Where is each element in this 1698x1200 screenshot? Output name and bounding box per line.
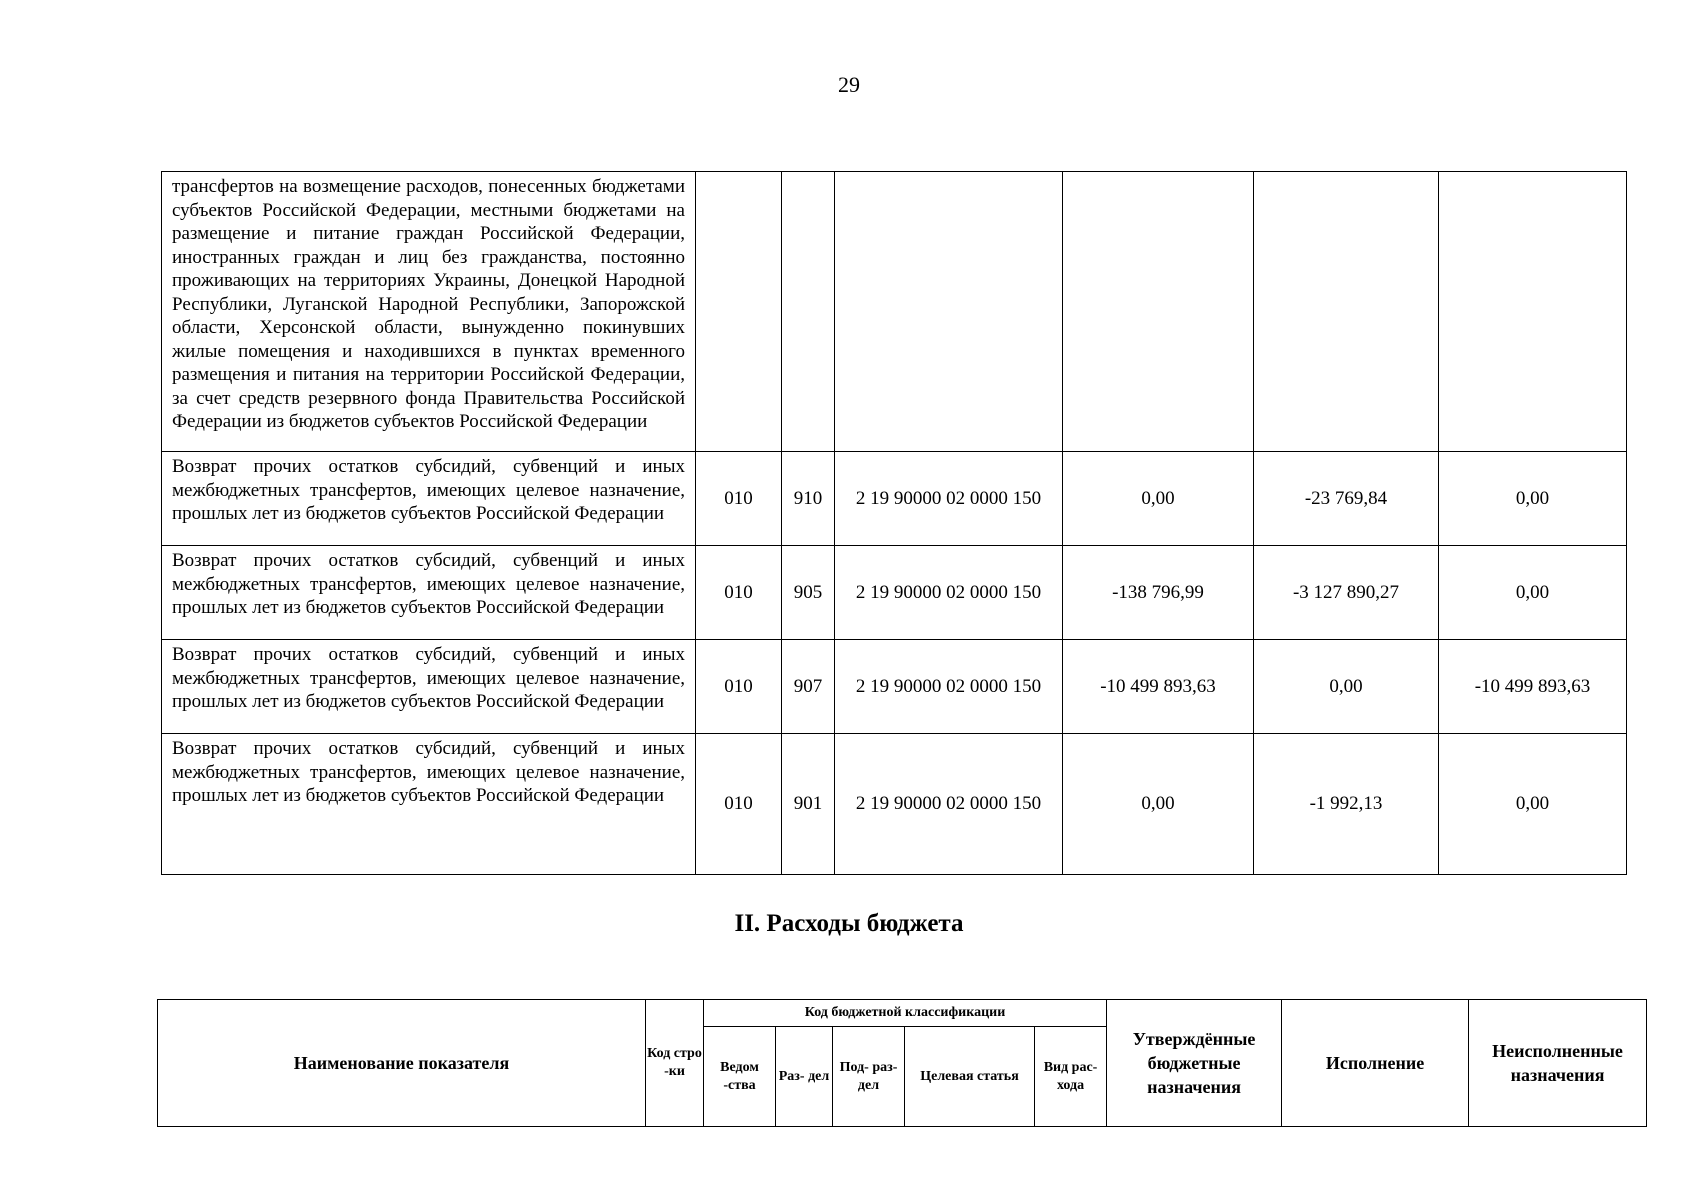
- indicator-name-cell: трансфертов на возмещение расходов, понесенных бюджетами субъектов Российской Федерации, местными бюджетами на размещение и питание граждан Российской Федерации, иностранных граждан и лиц без гражданства, постоянно проживающих на территориях Украины, Донецкой Народной Республики, Луганской Народной Республики, Запорожской области, Херсонской области, вынужденно покинувших жилые помещения и находившихся в пунктах временного размещения и питания на территории Российской Федерации, за счет средств резервного фонда Правительства Российской Федерации из бюджетов субъектов Российской Федерации: [162, 172, 696, 452]
- budget-code-cell: [835, 172, 1063, 452]
- expense-header-table: [157, 999, 1647, 1127]
- header-approved: Утверждённые бюджетные назначения: [1107, 1000, 1282, 1127]
- budget-code-cell: 2 19 90000 02 0000 150: [835, 546, 1063, 640]
- header-executed: Исполнение: [1282, 1000, 1469, 1127]
- executed-cell: -1 992,13: [1254, 734, 1439, 875]
- indicator-name-cell: Возврат прочих остатков субсидий, субвенций и иных межбюджетных трансфертов, имеющих целевое назначение, прошлых лет из бюджетов субъектов Российской Федерации: [162, 546, 696, 640]
- section-title: II. Расходы бюджета: [734, 910, 964, 937]
- header-department: Ведом -ства: [704, 1027, 776, 1127]
- unexecuted-cell: 0,00: [1439, 546, 1627, 640]
- approved-cell: 0,00: [1063, 452, 1254, 546]
- approved-cell: -10 499 893,63: [1063, 640, 1254, 734]
- header-classification: Код бюджетной классификации: [704, 1000, 1107, 1027]
- header-expense-type: Вид рас- хода: [1035, 1027, 1107, 1127]
- header-indicator-name: Наименование показателя: [158, 1000, 646, 1127]
- table-row: [162, 546, 1627, 640]
- line-code-cell: 010: [696, 546, 782, 640]
- admin-code-cell: 907: [782, 640, 835, 734]
- unexecuted-cell: 0,00: [1439, 452, 1627, 546]
- table-row: [162, 452, 1627, 546]
- header-unexecuted: Неисполненные назначения: [1469, 1000, 1647, 1127]
- admin-code-cell: 910: [782, 452, 835, 546]
- budget-code-cell: 2 19 90000 02 0000 150: [835, 452, 1063, 546]
- budget-code-cell: 2 19 90000 02 0000 150: [835, 734, 1063, 875]
- approved-cell: [1063, 172, 1254, 452]
- income-table: [161, 171, 1627, 875]
- header-line-code: Код стро -ки: [646, 1000, 704, 1127]
- approved-cell: -138 796,99: [1063, 546, 1254, 640]
- executed-cell: -23 769,84: [1254, 452, 1439, 546]
- page-number: 29: [838, 72, 860, 97]
- line-code-cell: [696, 172, 782, 452]
- header-section: Раз- дел: [776, 1027, 833, 1127]
- header-target-article: Целевая статья: [905, 1027, 1035, 1127]
- executed-cell: [1254, 172, 1439, 452]
- line-code-cell: 010: [696, 734, 782, 875]
- budget-code-cell: 2 19 90000 02 0000 150: [835, 640, 1063, 734]
- table-row: [162, 640, 1627, 734]
- indicator-name-cell: Возврат прочих остатков субсидий, субвенций и иных межбюджетных трансфертов, имеющих целевое назначение, прошлых лет из бюджетов субъектов Российской Федерации: [162, 734, 696, 875]
- line-code-cell: 010: [696, 640, 782, 734]
- indicator-name-cell: Возврат прочих остатков субсидий, субвенций и иных межбюджетных трансфертов, имеющих целевое назначение, прошлых лет из бюджетов субъектов Российской Федерации: [162, 452, 696, 546]
- header-subsection: Под- раз- дел: [833, 1027, 905, 1127]
- admin-code-cell: 901: [782, 734, 835, 875]
- executed-cell: -3 127 890,27: [1254, 546, 1439, 640]
- unexecuted-cell: -10 499 893,63: [1439, 640, 1627, 734]
- unexecuted-cell: 0,00: [1439, 734, 1627, 875]
- indicator-name-cell: Возврат прочих остатков субсидий, субвенций и иных межбюджетных трансфертов, имеющих целевое назначение, прошлых лет из бюджетов субъектов Российской Федерации: [162, 640, 696, 734]
- line-code-cell: 010: [696, 452, 782, 546]
- table-row: [162, 734, 1627, 875]
- approved-cell: 0,00: [1063, 734, 1254, 875]
- admin-code-cell: 905: [782, 546, 835, 640]
- unexecuted-cell: [1439, 172, 1627, 452]
- admin-code-cell: [782, 172, 835, 452]
- executed-cell: 0,00: [1254, 640, 1439, 734]
- table-row: [162, 172, 1627, 452]
